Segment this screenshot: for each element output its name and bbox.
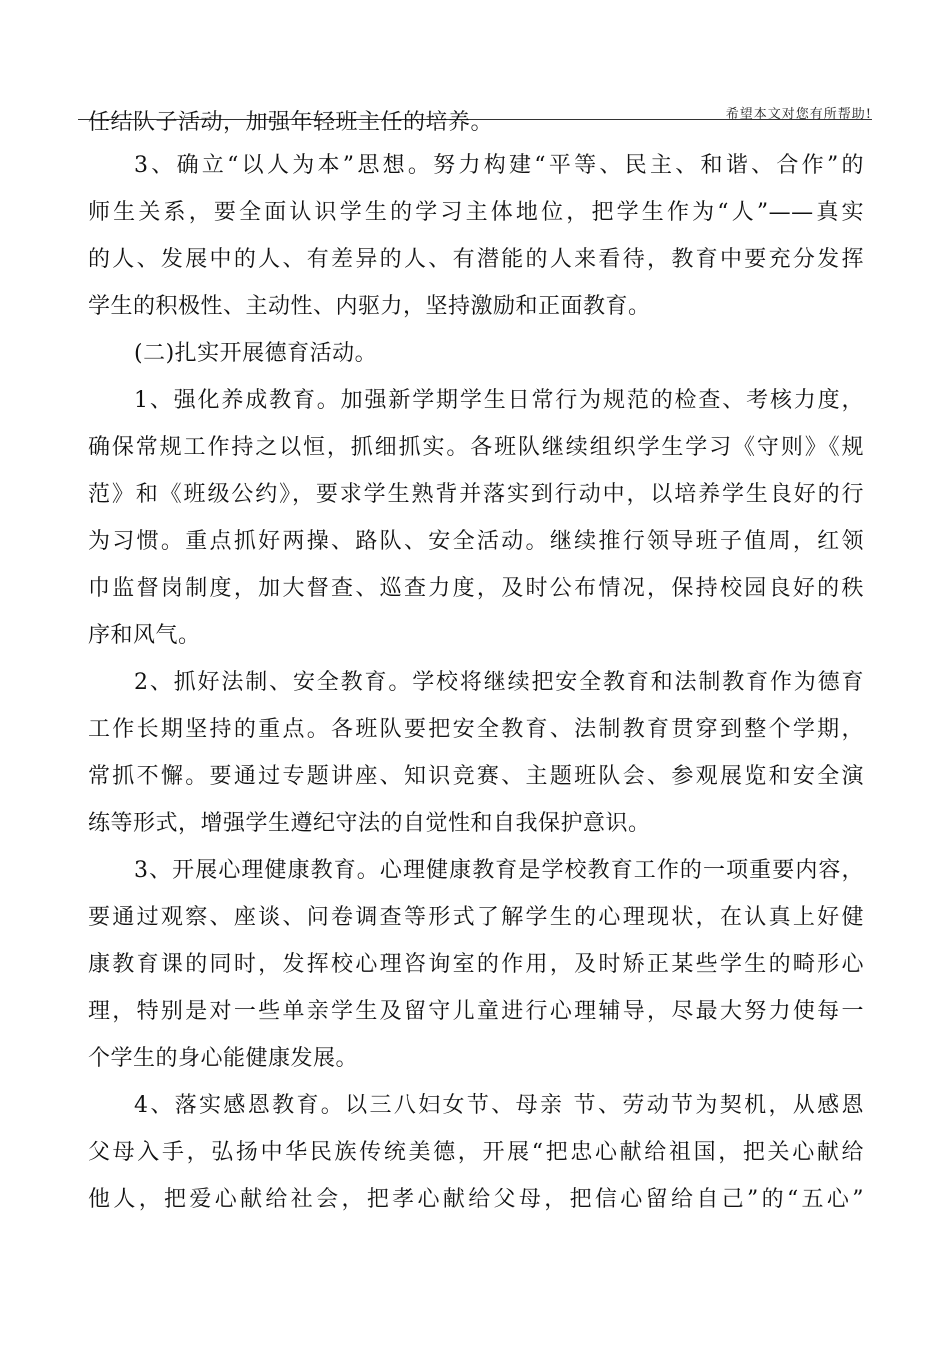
text-line: 要通过观察、座谈、问卷调查等形式了解学生的心理现状，在认真上好健	[88, 905, 864, 930]
text-line: 个学生的身心能健康发展。	[88, 1046, 359, 1071]
text-line: 工作长期坚持的重点。各班队要把安全教育、法制教育贯穿到整个学期，	[88, 717, 864, 742]
text-line: 序和风气。	[88, 623, 201, 648]
text-line: 范》和《班级公约》，要求学生熟背并落实到行动中，以培养学生良好的行	[88, 482, 864, 507]
text-line: 父母入手，弘扬中华民族传统美德，开展“把忠心献给祖国，把关心献给	[88, 1140, 864, 1165]
text-line: 任结队子活动，加强年轻班主任的培养。	[88, 110, 494, 135]
text-line: 为习惯。重点抓好两操、路队、安全活动。继续推行领导班子值周，红领	[88, 529, 864, 554]
text-line: 他人，把爱心献给社会，把孝心献给父母，把信心留给自己”的“五心”	[88, 1187, 864, 1212]
document-body	[88, 108, 864, 1223]
text-line: 确保常规工作持之以恒，抓细抓实。各班队继续组织学生学习《守则》《规	[88, 435, 864, 460]
text-line: 巾监督岗制度，加大督查、巡查力度，及时公布情况，保持校园良好的秩	[88, 576, 864, 601]
text-line: 康教育课的同时，发挥校心理咨询室的作用，及时矫正某些学生的畸形心	[88, 952, 864, 977]
text-line: 的人、发展中的人、有差异的人、有潜能的人来看待，教育中要充分发挥	[88, 247, 864, 272]
text-line: 2、抓好法制、安全教育。学校将继续把安全教育和法制教育作为德育	[134, 670, 864, 695]
text-line: 4、落实感恩教育。以三八妇女节、母亲 节、劳动节为契机，从感恩	[134, 1093, 864, 1118]
text-line: (二)扎实开展德育活动。	[134, 341, 378, 366]
header-note: 希望本文对您有所帮助!	[725, 107, 872, 122]
text-line: 常抓不懈。要通过专题讲座、知识竞赛、主题班队会、参观展览和安全演	[88, 764, 864, 789]
text-line: 练等形式，增强学生遵纪守法的自觉性和自我保护意识。	[88, 811, 651, 836]
text-line: 3、确立“以人为本”思想。努力构建“平等、民主、和谐、合作”的	[134, 153, 864, 178]
text-line: 师生关系，要全面认识学生的学习主体地位，把学生作为“人”——真实	[88, 200, 864, 225]
text-line: 学生的积极性、主动性、内驱力，坚持激励和正面教育。	[88, 294, 651, 319]
text-line: 理，特别是对一些单亲学生及留守儿童进行心理辅导，尽最大努力使每一	[88, 999, 864, 1024]
text-line: 1、强化养成教育。加强新学期学生日常行为规范的检查、考核力度，	[134, 388, 864, 413]
text-line: 3、开展心理健康教育。心理健康教育是学校教育工作的一项重要内容，	[134, 858, 864, 883]
